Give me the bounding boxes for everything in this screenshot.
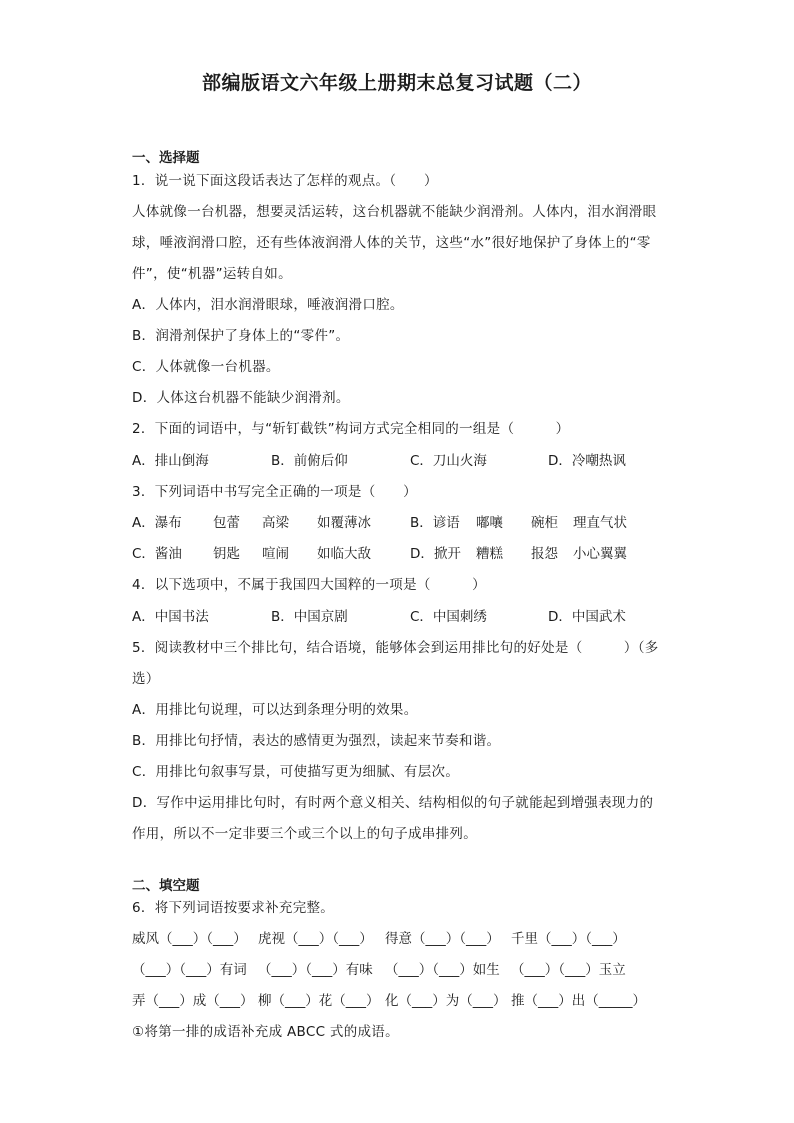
question-1-stem: 1．说一说下面这段话表达了怎样的观点。（ ） <box>132 173 438 189</box>
question-5-option-d: D．写作中运用排比句时，有时两个意义相关、结构相似的句子就能起到增强表现力的 <box>132 795 654 811</box>
question-3-option-c-word: 如临大敌 <box>317 546 371 562</box>
fill-blank-idiom: （___）（___）有味 <box>258 962 373 978</box>
question-3-option-d-word: D．掀开 <box>410 546 461 562</box>
fill-blank-idiom: （___）（___）玉立 <box>511 962 626 978</box>
fill-blank-idiom: 推（___）出（_____） <box>511 993 646 1009</box>
section-heading-choice: 一、选择题 <box>132 150 200 166</box>
question-4-option-d: D．中国武术 <box>548 609 626 625</box>
fill-blank-idiom: 千里（___）（___） <box>511 931 626 947</box>
fill-blank-idiom: （___）（___）有词 <box>132 962 247 978</box>
question-3-option-c-word: 钥匙 <box>213 546 240 562</box>
question-1-passage-line: 件”，使“机器”运转自如。 <box>132 266 292 282</box>
question-3-option-a-word: 如覆薄冰 <box>317 515 371 531</box>
question-1-option-a: A．人体内，泪水润滑眼球，唾液润滑口腔。 <box>132 297 404 313</box>
question-2-option-d: D．冷嘲热讽 <box>548 453 626 469</box>
question-3-option-d-word: 糟糕 <box>476 546 503 562</box>
question-1-passage-line: 球，唾液润滑口腔，还有些体液润滑人体的关节，这些“水”很好地保护了身体上的“零 <box>132 235 651 251</box>
fill-blank-idiom: （___）（___）如生 <box>385 962 500 978</box>
page-title: 部编版语文六年级上册期末总复习试题（二） <box>201 72 592 94</box>
question-2-option-a: A．排山倒海 <box>132 453 209 469</box>
question-3-stem: 3．下列词语中书写完全正确的一项是（ ） <box>132 484 417 500</box>
question-4-option-a: A．中国书法 <box>132 609 209 625</box>
question-2-option-b: B．前俯后仰 <box>271 453 348 469</box>
question-3-option-a-word: 包蕾 <box>213 515 240 531</box>
question-6-subquestion-1: ①将第一排的成语补充成 ABCC 式的成语。 <box>132 1024 399 1040</box>
question-3-option-b-word: 碗柜 <box>531 515 558 531</box>
question-3-option-b-word: B．谚语 <box>410 515 460 531</box>
question-3-option-b-word: 理直气状 <box>573 515 627 531</box>
question-5-option-c: C．用排比句叙事写景，可使描写更为细腻、有层次。 <box>132 764 460 780</box>
question-2-option-c: C．刀山火海 <box>410 453 487 469</box>
question-3-option-c-word: 喧闹 <box>262 546 289 562</box>
question-4-option-b: B．中国京剧 <box>271 609 348 625</box>
question-3-option-d-word: 小心翼翼 <box>573 546 627 562</box>
question-4-option-c: C．中国刺绣 <box>410 609 487 625</box>
question-3-option-b-word: 嘟嚷 <box>476 515 503 531</box>
question-3-option-a-word: 高梁 <box>262 515 289 531</box>
fill-blank-idiom: 柳（___）花（___） <box>258 993 380 1009</box>
question-1-option-b: B．润滑剂保护了身体上的“零件”。 <box>132 328 350 344</box>
question-5-option-b: B．用排比句抒情，表达的感情更为强烈，读起来节奏和谐。 <box>132 733 501 749</box>
question-3-option-d-word: 报怨 <box>531 546 558 562</box>
fill-blank-idiom: 化（___）为（___） <box>385 993 507 1009</box>
question-5-option-d: 作用，所以不一定非要三个或三个以上的句子成串排列。 <box>132 826 477 842</box>
question-3-option-a-word: A．瀑布 <box>132 515 182 531</box>
question-6-stem: 6．将下列词语按要求补充完整。 <box>132 900 335 916</box>
question-5-stem: 5．阅读教材中三个排比句，结合语境，能够体会到运用排比句的好处是（ ）（多 <box>132 640 659 656</box>
question-4-stem: 4．以下选项中，不属于我国四大国粹的一项是（ ） <box>132 577 486 593</box>
fill-blank-idiom: 虎视（___）（___） <box>258 931 373 947</box>
question-1-passage-line: 人体就像一台机器，想要灵活运转，这台机器就不能缺少润滑剂。人体内，泪水润滑眼 <box>132 204 657 220</box>
question-2-stem: 2．下面的词语中，与“斩钉截铁”构词方式完全相同的一组是（ ） <box>132 421 570 437</box>
fill-blank-idiom: 威风（___）（___） <box>132 931 247 947</box>
question-1-option-d: D．人体这台机器不能缺少润滑剂。 <box>132 390 350 406</box>
fill-blank-idiom: 弄（___）成（___） <box>132 993 254 1009</box>
question-5-option-a: A．用排比句说理，可以达到条理分明的效果。 <box>132 702 418 718</box>
question-5-stem: 选） <box>132 671 160 687</box>
question-1-option-c: C．人体就像一台机器。 <box>132 359 280 375</box>
section-heading-fill: 二、填空题 <box>132 878 200 894</box>
question-3-option-c-word: C．酱油 <box>132 546 182 562</box>
fill-blank-idiom: 得意（___）（___） <box>385 931 500 947</box>
